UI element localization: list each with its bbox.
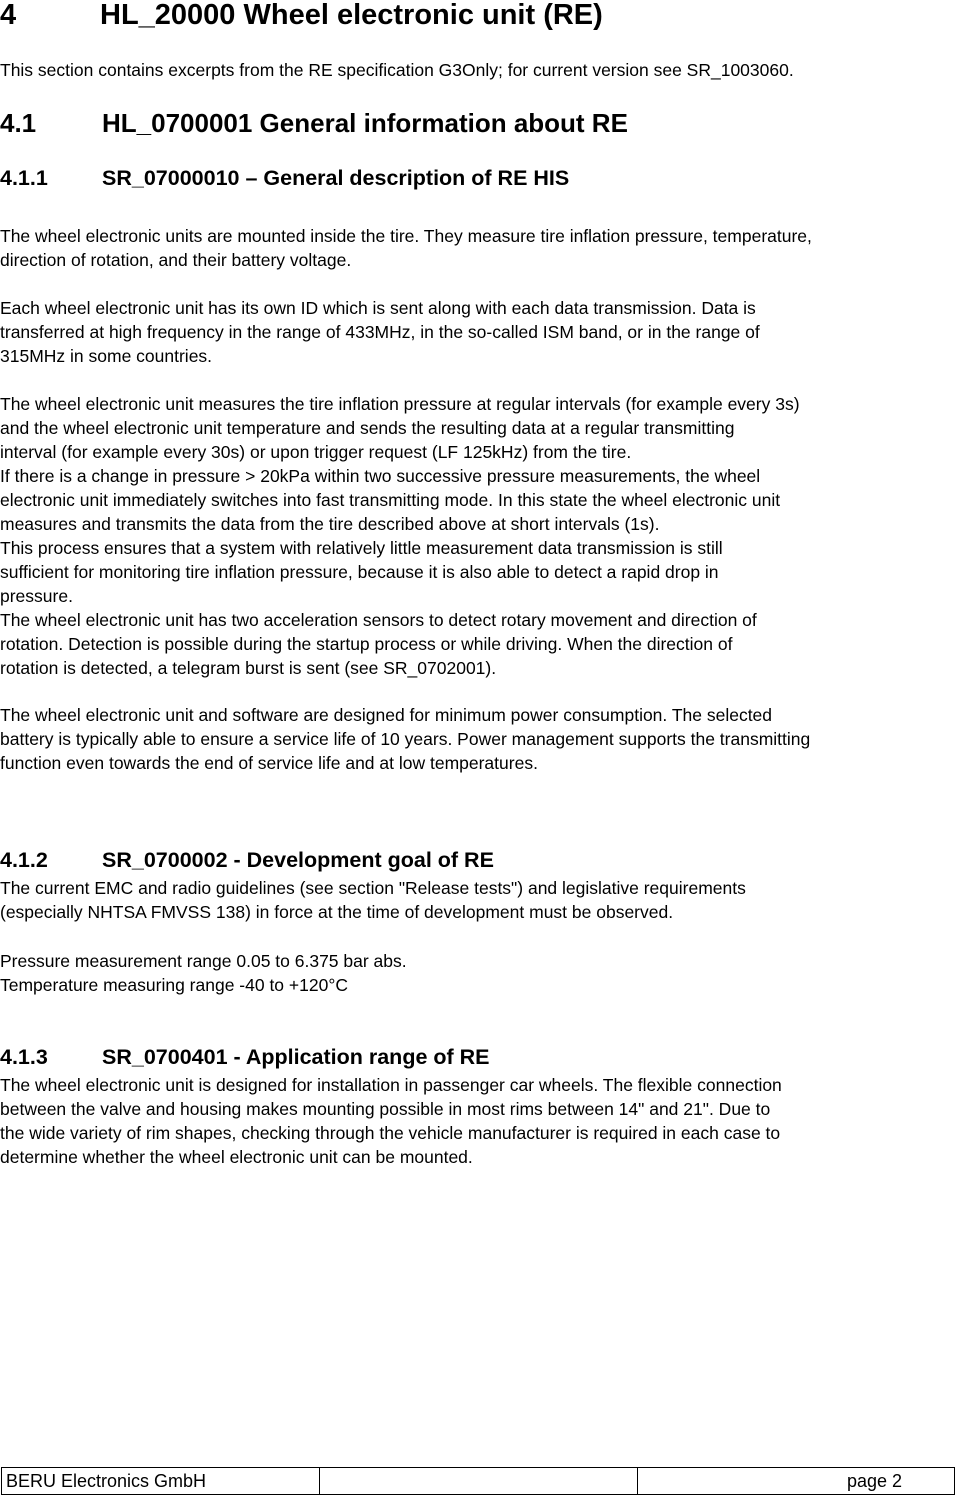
text-line: function even towards the end of service life and at low temperatures.	[0, 753, 538, 773]
section-number: 4.1	[0, 108, 37, 138]
text-line: determine whether the wheel electronic unit can be mounted.	[0, 1147, 473, 1167]
page-footer	[1, 1467, 955, 1495]
text-line: battery is typically able to ensure a service life of 10 years. Power management supports the transmitting	[0, 729, 811, 749]
section-title: HL_20000 Wheel electronic unit (RE)	[100, 0, 603, 31]
text-line: and the wheel electronic unit temperature and sends the resulting data at a regular transmitting	[0, 418, 735, 438]
text-line: Temperature measuring range -40 to +120°C	[0, 975, 348, 995]
paragraph-development-2	[0, 949, 950, 997]
text-line: the wide variety of rim shapes, checking through the vehicle manufacturer is required in each case to	[0, 1123, 781, 1143]
paragraph-general-3	[0, 392, 950, 680]
footer-page-number: page 2	[846, 1470, 902, 1491]
footer-middle	[320, 1468, 638, 1494]
text-line: 315MHz in some countries.	[0, 346, 213, 366]
section-title: SR_0700002 - Development goal of RE	[102, 848, 494, 872]
text-line: sufficient for monitoring tire inflation pressure, because it is also able to detect a rapid drop in	[0, 562, 719, 582]
section-number: 4.1.3	[0, 1045, 48, 1069]
paragraph-application	[0, 1073, 950, 1169]
paragraph-development-1	[0, 876, 950, 924]
text-line: interval (for example every 30s) or upon trigger request (LF 125kHz) from the tire.	[0, 442, 632, 462]
text-line: (especially NHTSA FMVSS 138) in force at the time of development must be observed.	[0, 902, 674, 922]
paragraph-general-2	[0, 296, 950, 368]
text-line: electronic unit immediately switches into fast transmitting mode. In this state the wheel electronic unit	[0, 490, 781, 510]
text-line: This section contains excerpts from the RE specification G3Only; for current version see SR_1003060.	[0, 60, 794, 80]
text-line: The wheel electronic unit and software are designed for minimum power consumption. The selected	[0, 705, 773, 725]
text-line: pressure.	[0, 586, 73, 606]
section-number: 4.1.1	[0, 166, 48, 190]
section-title: SR_07000010 – General description of RE HIS	[102, 166, 570, 190]
text-line: rotation. Detection is possible during the startup process or while driving. When the direction of	[0, 634, 733, 654]
text-line: Pressure measurement range 0.05 to 6.375 bar abs.	[0, 951, 407, 971]
text-line: Each wheel electronic unit has its own ID which is sent along with each data transmission. Data is	[0, 298, 756, 318]
text-line: transferred at high frequency in the range of 433MHz, in the so-called ISM band, or in the range of	[0, 322, 760, 342]
text-line: rotation is detected, a telegram burst is sent (see SR_0702001).	[0, 658, 497, 678]
paragraph-general-4	[0, 703, 950, 775]
text-line: between the valve and housing makes mounting possible in most rims between 14" and 21". Due to	[0, 1099, 771, 1119]
intro-paragraph	[0, 58, 950, 82]
text-line: measures and transmits the data from the tire described above at short intervals (1s).	[0, 514, 660, 534]
text-line: The wheel electronic units are mounted inside the tire. They measure tire inflation pressure, temperature,	[0, 226, 812, 246]
text-line: The current EMC and radio guidelines (see section "Release tests") and legislative requirements	[0, 878, 746, 898]
text-line: direction of rotation, and their battery voltage.	[0, 250, 352, 270]
paragraph-general-1	[0, 224, 950, 272]
section-title: HL_0700001 General information about RE	[102, 108, 628, 138]
text-line: The wheel electronic unit measures the tire inflation pressure at regular intervals (for example every 3s)	[0, 394, 800, 414]
text-line: This process ensures that a system with relatively little measurement data transmission is still	[0, 538, 723, 558]
text-line: The wheel electronic unit is designed for installation in passenger car wheels. The flexible connection	[0, 1075, 782, 1095]
section-number: 4	[0, 0, 17, 31]
text-line: The wheel electronic unit has two acceleration sensors to detect rotary movement and direction of	[0, 610, 757, 630]
text-line: If there is a change in pressure > 20kPa within two successive pressure measurements, the wheel	[0, 466, 761, 486]
section-number: 4.1.2	[0, 848, 48, 872]
footer-company: BERU Electronics GmbH	[2, 1468, 320, 1494]
section-title: SR_0700401 - Application range of RE	[102, 1045, 490, 1069]
